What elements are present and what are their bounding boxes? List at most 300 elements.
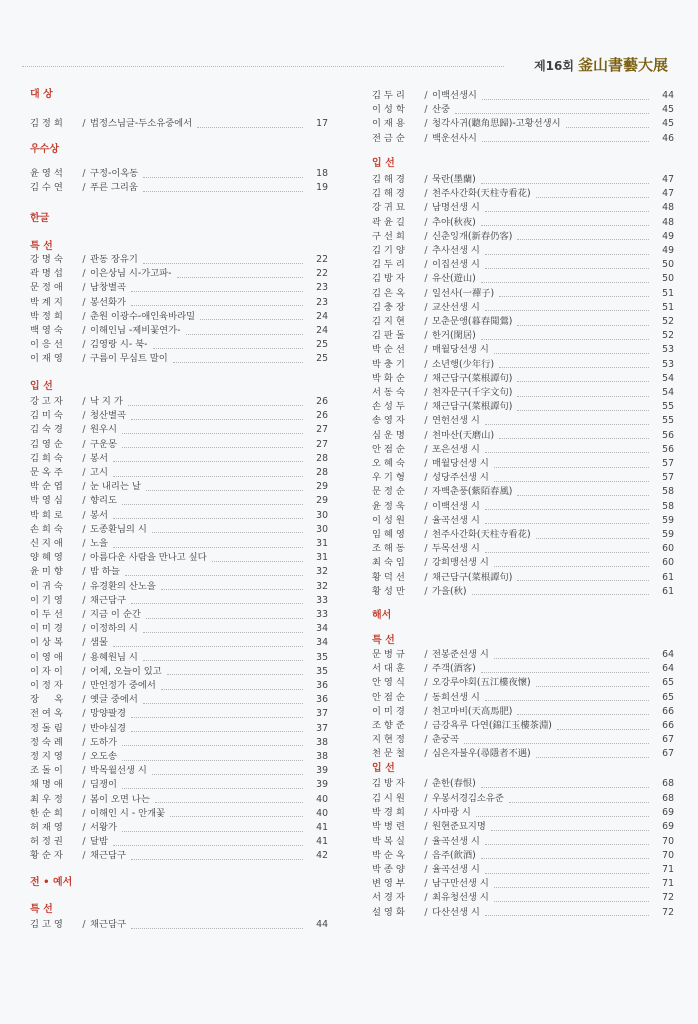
toc-entry [30,253,328,267]
page-number: 34 [316,623,328,635]
toc-entry [30,736,328,750]
work-title: 채근담구 [90,594,126,606]
artist-name: 이 응 선 [30,339,63,351]
toc-entry [30,181,328,195]
toc-entry [372,705,674,719]
artist-name: 조 돌 이 [30,765,63,777]
page-number: 68 [662,778,674,789]
separator-slash: / [424,821,428,833]
toc-entry [372,386,674,400]
artist-name: 이 성 학 [372,104,405,116]
page-number: 45 [662,118,674,130]
toc-entry [30,622,328,636]
artist-name: 이 두 선 [30,609,63,620]
work-title: 원현준묘지명 [432,821,486,833]
page-number: 29 [316,495,328,507]
separator-slash: / [424,691,428,703]
separator-slash: / [82,665,86,677]
dot-leader [536,538,649,539]
artist-name: 오 혜 숙 [372,458,405,469]
page-number: 71 [662,864,674,875]
separator-slash: / [82,467,86,478]
work-title: 아름다운 사람을 만나고 싶다 [90,552,207,564]
toc-entry [30,523,328,537]
page-number: 41 [316,836,328,848]
work-title: 이은상님 시-가고파- [90,268,172,280]
separator-slash: / [82,296,86,308]
work-title: 이해인님 -제비꽃연가- [90,325,181,336]
dot-leader [499,296,649,297]
separator-slash: / [82,736,86,748]
page-number: 30 [316,523,328,535]
work-title: 천주사간화(天柱寺看花) [432,188,531,200]
toc-entry [30,849,328,863]
separator-slash: / [82,609,86,620]
work-title: 향리도 [90,495,117,507]
separator-slash: / [424,443,428,455]
dot-leader [152,532,303,533]
dot-leader [536,757,649,758]
dot-leader [464,743,649,744]
artist-name: 손 희 숙 [30,523,63,535]
separator-slash: / [82,637,86,649]
toc-entry [30,452,328,466]
page-number: 65 [662,691,674,703]
artist-name: 김 방 자 [372,778,405,789]
work-title: 박목월선생 시 [90,765,147,777]
separator-slash: / [424,429,428,441]
separator-slash: / [424,807,428,819]
work-title: 서왕가 [90,822,117,833]
dot-leader [494,658,649,659]
dot-leader [173,362,303,363]
toc-entry [372,585,674,599]
separator-slash: / [82,694,86,706]
artist-name: 김 영 순 [30,438,63,450]
artist-name: 김 해 경 [372,188,405,200]
work-title: 강희맹선생 시 [432,557,489,569]
page-number: 69 [662,807,674,819]
separator-slash: / [82,708,86,720]
artist-name: 서 대 훈 [372,663,405,675]
dot-leader [131,717,303,718]
page-number: 28 [316,467,328,478]
toc-entry [30,117,328,131]
section-heading: 특 선 [30,241,53,252]
toc-entry [372,343,674,357]
page-number: 32 [316,566,328,578]
page-number: 27 [316,438,328,450]
artist-name: 김 방 자 [372,273,405,285]
dot-leader [536,686,649,687]
dot-leader [517,396,649,397]
separator-slash: / [424,415,428,427]
dot-leader [517,580,649,581]
toc-entry [372,733,674,747]
separator-slash: / [424,344,428,356]
work-title: 봉서 [90,509,108,521]
toc-entry [372,806,674,820]
artist-name: 문 정 순 [372,486,405,498]
work-title: 남구만선생 시 [432,878,489,890]
separator-slash: / [82,310,86,322]
dot-leader [128,405,303,406]
work-title: 만언정가 중에서 [90,680,156,691]
dot-leader [494,901,649,902]
page-number: 47 [662,188,674,200]
dot-leader [485,254,649,255]
toc-entry [30,310,328,324]
work-title: 춘원 이광수-애인육바라밀 [90,310,196,322]
dot-leader [485,424,649,425]
artist-name: 신 지 애 [30,538,63,549]
page-number: 38 [316,751,328,762]
artist-name: 천 문 철 [372,748,405,760]
section-heading: 대 상 [30,89,53,100]
separator-slash: / [424,273,428,285]
dot-leader [485,873,649,874]
page-number: 35 [316,665,328,677]
toc-entry [30,750,328,764]
separator-slash: / [424,301,428,313]
artist-name: 구 선 희 [372,230,405,242]
section-heading: 해서 [372,610,392,621]
toc-entry [30,793,328,807]
toc-entry [30,352,328,366]
separator-slash: / [82,424,86,436]
artist-name: 손 성 두 [372,401,405,413]
artist-name: 이 성 원 [372,514,405,526]
page-number: 56 [662,443,674,455]
work-title: 묵란(墨蘭) [432,174,476,185]
dot-leader [152,774,303,775]
toc-entry [30,636,328,650]
separator-slash: / [82,410,86,422]
page-number: 50 [662,259,674,271]
dot-leader [481,183,649,184]
artist-name: 조 해 동 [372,543,405,555]
separator-slash: / [82,850,86,862]
page-number: 48 [662,202,674,214]
work-title: 도종환님의 시 [90,523,147,535]
toc-entry [372,648,674,662]
work-title: 백운선사시 [432,132,477,144]
toc-entry [30,580,328,594]
page-number: 60 [662,543,674,555]
work-title: 이집선생 시 [432,259,480,271]
separator-slash: / [424,259,428,271]
toc-entry [372,315,674,329]
dot-leader [481,787,649,788]
dot-leader [481,339,649,340]
toc-entry [30,466,328,480]
separator-slash: / [82,168,86,179]
work-title: 천고마비(天高馬肥) [432,705,513,717]
dot-leader [197,127,303,128]
separator-slash: / [424,330,428,342]
dot-leader [131,305,303,306]
artist-name: 박 계 지 [30,296,63,308]
page-number: 49 [662,230,674,242]
toc-entry [372,571,674,585]
separator-slash: / [424,458,428,469]
page-number: 32 [316,580,328,592]
artist-name: 강 고 자 [30,396,63,407]
separator-slash: / [82,552,86,564]
page-number: 30 [316,509,328,521]
artist-name: 박 화 순 [372,372,405,384]
separator-slash: / [424,387,428,398]
toc-entry [30,167,328,181]
work-title: 구운몽 [90,438,117,450]
work-title: 낙 지 가 [90,396,123,407]
artist-name: 문 병 규 [372,649,405,660]
toc-entry [372,877,674,891]
artist-name: 박 순 선 [372,344,405,356]
separator-slash: / [424,835,428,847]
artist-name: 박 순 옥 [372,849,405,861]
dot-leader [482,99,649,100]
toc-entry [372,117,674,131]
artist-name: 김 두 리 [372,259,405,271]
dot-leader [113,646,303,647]
page-number: 46 [662,132,674,144]
toc-entry [372,414,674,428]
artist-name: 박 희 로 [30,509,63,521]
separator-slash: / [82,268,86,280]
section-heading: 특 선 [372,635,395,646]
separator-slash: / [424,748,428,760]
artist-name: 이 재 용 [372,118,405,130]
page-number: 61 [662,585,674,597]
work-title: 달밤 [90,836,108,848]
dot-leader [485,844,649,845]
toc-entry [372,676,674,690]
work-title: 유경환의 산노을 [90,580,156,592]
page-number: 40 [316,793,328,805]
dot-leader [481,858,649,859]
dot-leader [146,618,303,619]
work-title: 옛글 중에서 [90,694,138,706]
separator-slash: / [424,878,428,890]
work-title: 음주(飮酒) [432,849,476,861]
dot-leader [517,239,649,240]
page-number: 26 [316,396,328,407]
artist-name: 박 충 기 [372,358,405,370]
page-number: 52 [662,330,674,342]
toc-entry [30,423,328,437]
artist-name: 김 지 현 [372,316,405,327]
work-title: 어제, 오늘이 있고 [90,665,162,677]
separator-slash: / [82,765,86,777]
toc-entry [372,777,674,791]
work-title: 산중 [432,104,450,116]
toc-entry [372,514,674,528]
toc-entry [30,807,328,821]
page-number: 66 [662,705,674,717]
work-title: 채근담구 [90,919,126,930]
dot-leader [113,845,303,846]
toc-entry [372,258,674,272]
artist-name: 문 옥 주 [30,467,63,478]
artist-name: 서 동 숙 [372,387,405,398]
dot-leader [200,319,303,320]
work-title: 춘한(春恨) [432,778,476,789]
page-number: 47 [662,174,674,185]
section-heading: 우수상 [30,144,59,155]
page-number: 18 [316,168,328,179]
artist-name: 윤 정 욱 [372,500,405,512]
artist-name: 김 고 영 [30,919,63,930]
separator-slash: / [82,566,86,578]
toc-entry [30,918,328,932]
artist-name: 박 경 희 [372,807,405,819]
work-title: 이정하의 시 [90,623,138,635]
artist-name: 박 정 희 [30,310,63,322]
work-title: 노을 [90,538,108,549]
page-number: 59 [662,514,674,526]
artist-name: 황 덕 선 [372,571,405,583]
dot-leader [146,490,303,491]
dot-leader [517,714,649,715]
page-number: 31 [316,538,328,549]
toc-entry [30,608,328,622]
separator-slash: / [424,216,428,228]
page-number: 56 [662,429,674,441]
dot-leader [485,452,649,453]
work-title: 율곡선생 시 [432,835,480,847]
work-title: 소년행(少年行) [432,358,495,370]
dot-leader [517,381,649,382]
work-title: 봉선화가 [90,296,126,308]
work-title: 채근담구(菜根譚句) [432,571,513,583]
work-title: 주객(酒客) [432,663,476,675]
page-number: 59 [662,529,674,540]
dot-leader [494,353,649,354]
artist-name: 이 영 애 [30,651,63,663]
work-title: 전봉준선생 시 [432,649,489,660]
work-title: 사마광 시 [432,807,471,819]
work-title: 추야(秋夜) [432,216,476,228]
section-heading: 입 선 [372,762,395,774]
work-title: 구정-이옥동 [90,168,139,179]
edition-label: 제16회 [534,59,574,73]
work-title: 청산별곡 [90,410,126,422]
dot-leader [517,410,649,411]
artist-name: 이 재 영 [30,353,63,365]
page-number: 42 [316,850,328,862]
artist-name: 문 정 애 [30,282,63,294]
separator-slash: / [82,538,86,549]
work-title: 딤쟁이 [90,779,117,791]
toc-entry [30,764,328,778]
artist-name: 김 미 숙 [30,410,63,422]
toc-entry [30,835,328,849]
work-title: 도하가 [90,736,117,748]
work-title: 봄이 오면 나는 [90,793,150,805]
artist-name: 황 성 만 [372,585,405,597]
page-number: 67 [662,734,674,746]
exhibition-title: 釜山書藝大展 [577,56,668,74]
artist-name: 김 희 숙 [30,452,63,464]
page-number: 52 [662,316,674,327]
artist-name: 김 충 장 [372,301,405,313]
artist-name: 이 기 영 [30,594,63,606]
toc-entry [372,187,674,201]
toc-entry [30,537,328,551]
artist-name: 최 우 정 [30,793,63,805]
work-title: 푸른 그리움 [90,182,138,194]
toc-entry [30,324,328,338]
toc-entry [372,542,674,556]
toc-entry [30,651,328,665]
toc-entry [30,267,328,281]
page-number: 54 [662,387,674,398]
toc-entry [30,707,328,721]
dot-leader [113,518,303,519]
dot-leader [131,419,303,420]
page-number: 58 [662,486,674,498]
work-title: 교산선생 시 [432,301,480,313]
separator-slash: / [424,906,428,918]
artist-name: 전 여 옥 [30,708,63,720]
dot-leader [212,561,303,562]
work-title: 매월당선생 시 [432,344,489,356]
page-number: 44 [316,919,328,930]
artist-name: 박 종 양 [372,864,405,875]
artist-name: 김 은 옥 [372,287,405,299]
dot-leader [125,575,303,576]
separator-slash: / [424,514,428,526]
dot-leader [509,802,649,803]
page-number: 38 [316,736,328,748]
dot-leader [155,802,303,803]
toc-entry [372,443,674,457]
work-title: 망양팔경 [90,708,126,720]
dot-leader [485,310,649,311]
separator-slash: / [424,472,428,484]
page-number: 53 [662,358,674,370]
artist-name: 김 기 양 [372,245,405,256]
dot-leader [177,277,303,278]
separator-slash: / [82,822,86,833]
artist-name: 박 병 련 [372,821,405,833]
separator-slash: / [424,90,428,101]
separator-slash: / [82,836,86,848]
artist-name: 이 정 자 [30,680,63,691]
toc-entry [372,528,674,542]
work-title: 원우시 [90,424,117,436]
work-title: 이백선생시 [432,90,477,101]
separator-slash: / [424,358,428,370]
page-number: 48 [662,216,674,228]
toc-entry [372,556,674,570]
toc-entry [372,719,674,733]
toc-entry [372,173,674,187]
toc-entry [30,693,328,707]
separator-slash: / [82,651,86,663]
page-number: 34 [316,637,328,649]
work-title: 포은선생 시 [432,443,480,455]
toc-entry [372,358,674,372]
work-title: 봉서 [90,452,108,464]
page-number: 37 [316,708,328,720]
dot-leader [494,566,649,567]
work-title: 다산선생 시 [432,906,480,918]
separator-slash: / [424,486,428,498]
separator-slash: / [82,509,86,521]
work-title: 일선사(一禪子) [432,287,495,299]
